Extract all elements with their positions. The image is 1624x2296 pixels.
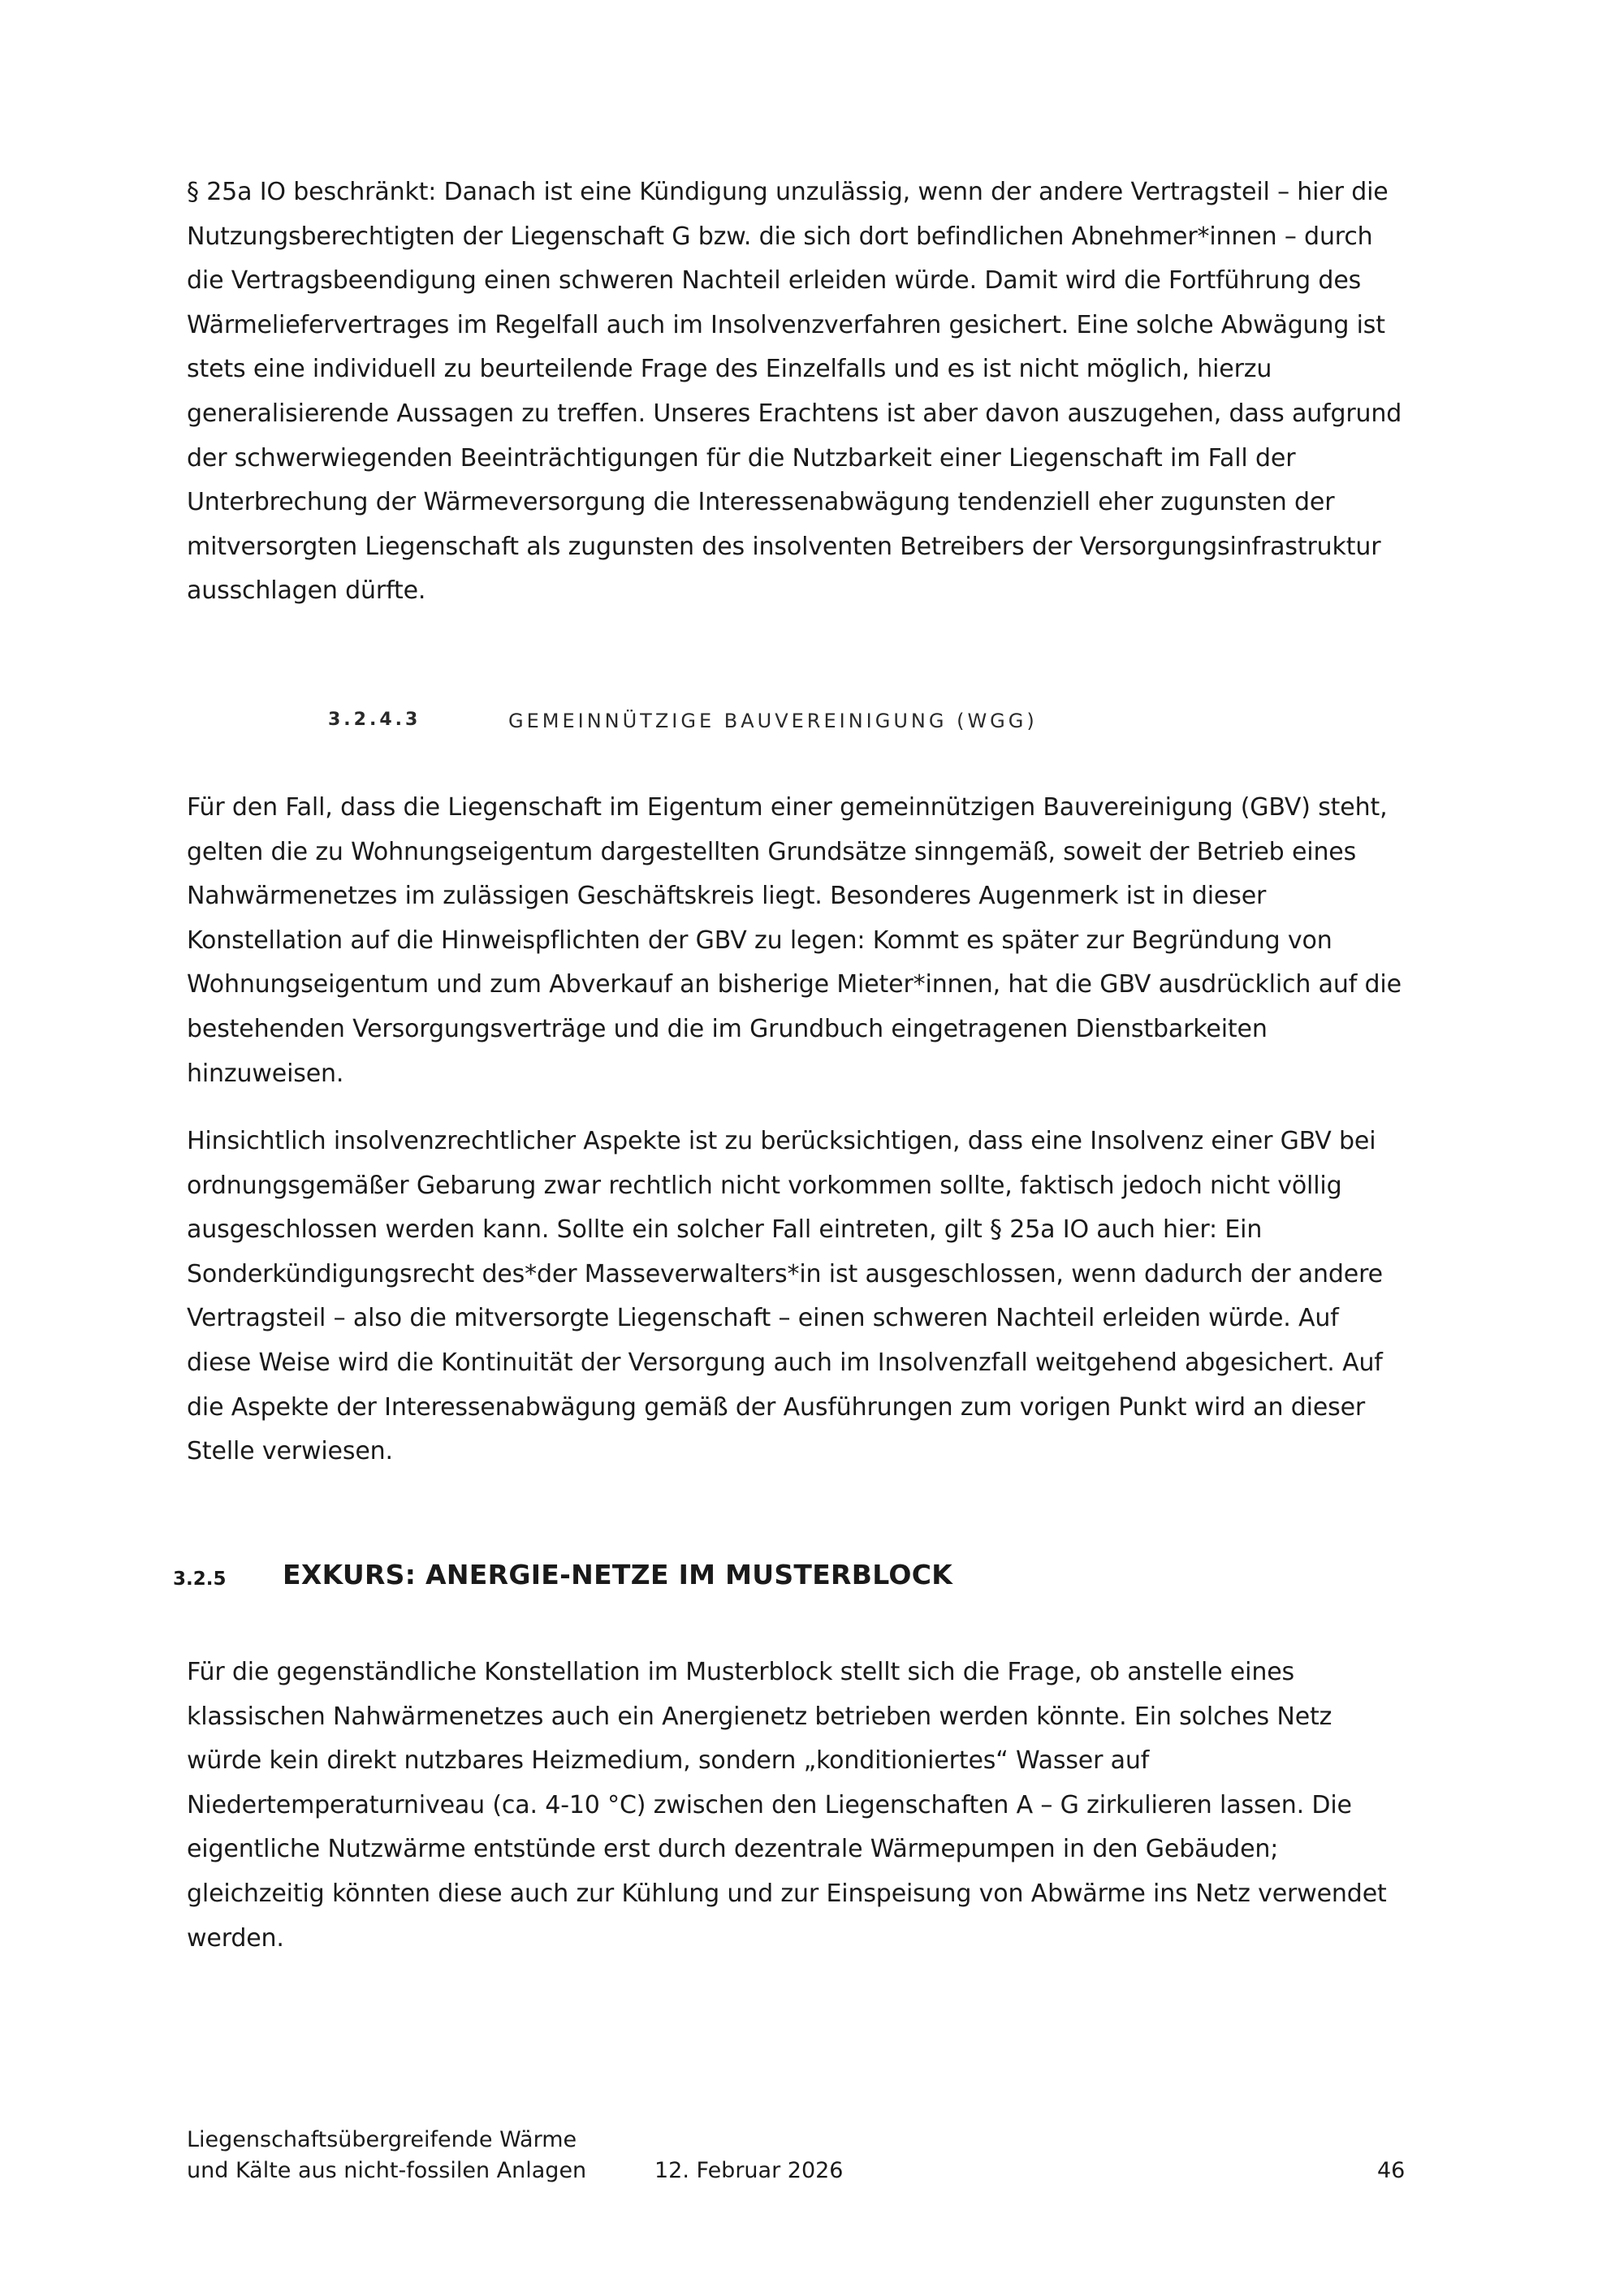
text-line: Sonderkündigungsrecht des*der Masseverwalters*in ist ausgeschlossen, wenn dadurch der andere (187, 1259, 1383, 1288)
text-line: § 25a IO beschränkt: Danach ist eine Kündigung unzulässig, wenn der andere Vertragsteil – hier die (187, 178, 1389, 206)
text-line: Hinsichtlich insolvenzrechtlicher Aspekte ist zu berücksichtigen, dass eine Insolvenz einer GBV bei (187, 1127, 1376, 1155)
text-line: gleichzeitig könnten diese auch zur Kühlung und zur Einspeisung von Abwärme ins Netz verwendet (187, 1879, 1387, 1908)
text-line: klassischen Nahwärmenetzes auch ein Anergienetz betrieben werden könnte. Ein solches Netz (187, 1702, 1332, 1731)
text-line: werden. (187, 1923, 284, 1953)
text-line: stets eine individuell zu beurteilende Frage des Einzelfalls und es ist nicht möglich, hierzu (187, 355, 1272, 384)
subsection-heading (0, 705, 1624, 737)
paragraph-insolvency-termination (187, 170, 1462, 614)
text-line: ausgeschlossen werden kann. Sollte ein solcher Fall eintreten, gilt § 25a IO auch hier: Ein (187, 1215, 1263, 1245)
page-number: 46 (1377, 2158, 1406, 2183)
text-line: ordnungsgemäßer Gebarung zwar rechtlich nicht vorkommen sollte, faktisch jedoch nicht völlig (187, 1171, 1342, 1200)
text-line: die Vertragsbeendigung einen schweren Nachteil erleiden würde. Damit wird die Fortführung des (187, 266, 1362, 296)
text-line: Wohnungseigentum und zum Abverkauf an bisherige Mieter*innen, hat die GBV ausdrücklich auf die (187, 970, 1402, 999)
section-title: EXKURS: ANERGIE-NETZE IM MUSTERBLOCK (283, 1559, 953, 1590)
text-line: Konstellation auf die Hinweispflichten der GBV zu legen: Kommt es später zur Begründung von (187, 926, 1332, 955)
subsection-title: GEMEINNÜTZIGE BAUVEREINIGUNG (WGG) (508, 710, 1038, 732)
text-line: gelten die zu Wohnungseigentum dargestellten Grundsätze sinngemäß, soweit der Betrieb eines (187, 837, 1357, 866)
footer-title-line: Liegenschaftsübergreifende Wärme (187, 2127, 577, 2152)
text-line: diese Weise wird die Kontinuität der Versorgung auch im Insolvenzfall weitgehend abgesichert. Auf (187, 1348, 1383, 1377)
text-line: ausschlagen dürfte. (187, 576, 426, 606)
text-line: würde kein direkt nutzbares Heizmedium, sondern „konditioniertes“ Wasser auf (187, 1746, 1150, 1776)
footer-title-line: und Kälte aus nicht-fossilen Anlagen (187, 2158, 587, 2183)
footer-document-title (187, 2125, 586, 2186)
paragraph-anergy-network (187, 1651, 1462, 1961)
paragraph-gbv-principles (187, 786, 1462, 1096)
page-footer (0, 2125, 1624, 2206)
paragraph-gbv-insolvency (187, 1120, 1462, 1474)
subsection-number: 3.2.4.3 (328, 710, 421, 730)
text-line: Unterbrechung der Wärmeversorgung die Interessenabwägung tendenziell eher zugunsten der (187, 488, 1335, 517)
section-heading (0, 1559, 1624, 1599)
text-line: Niedertemperaturniveau (ca. 4-10 °C) zwischen den Liegenschaften A – G zirkulieren lassen. Die (187, 1790, 1352, 1819)
section-number: 3.2.5 (173, 1569, 227, 1590)
text-line: generalisierende Aussagen zu treffen. Unseres Erachtens ist aber davon auszugehen, dass aufgrund (187, 399, 1402, 428)
text-line: eigentliche Nutzwärme entstünde erst durch dezentrale Wärmepumpen in den Gebäuden; (187, 1835, 1279, 1864)
text-line: hinzuweisen. (187, 1059, 344, 1088)
text-line: Für den Fall, dass die Liegenschaft im Eigentum einer gemeinnützigen Bauvereinigung (GBV) steht, (187, 793, 1388, 822)
text-line: Vertragsteil – also die mitversorgte Liegenschaft – einen schweren Nachteil erleiden würde. Auf (187, 1304, 1339, 1333)
text-line: die Aspekte der Interessenabwägung gemäß der Ausführungen zum vorigen Punkt wird an dieser (187, 1392, 1366, 1422)
text-line: Für die gegenständliche Konstellation im Musterblock stellt sich die Frage, ob anstelle eines (187, 1658, 1294, 1686)
text-line: Wärmeliefervertrages im Regelfall auch im Insolvenzverfahren gesichert. Eine solche Abwägung ist (187, 310, 1385, 339)
text-line: Nahwärmenetzes im zulässigen Geschäftskreis liegt. Besonderes Augenmerk ist in dieser (187, 882, 1267, 911)
text-line: Nutzungsberechtigten der Liegenschaft G bzw. die sich dort befindlichen Abnehmer*innen – durch (187, 222, 1373, 251)
text-line: mitversorgten Liegenschaft als zugunsten des insolventen Betreibers der Versorgungsinfrastruktur (187, 532, 1381, 561)
text-line: bestehenden Versorgungsverträge und die im Grundbuch eingetragenen Dienstbarkeiten (187, 1014, 1268, 1043)
text-line: der schwerwiegenden Beeinträchtigungen für die Nutzbarkeit einer Liegenschaft im Fall der (187, 443, 1296, 473)
text-line: Stelle verwiesen. (187, 1437, 393, 1466)
footer-date: 12. Februar 2026 (654, 2158, 844, 2183)
